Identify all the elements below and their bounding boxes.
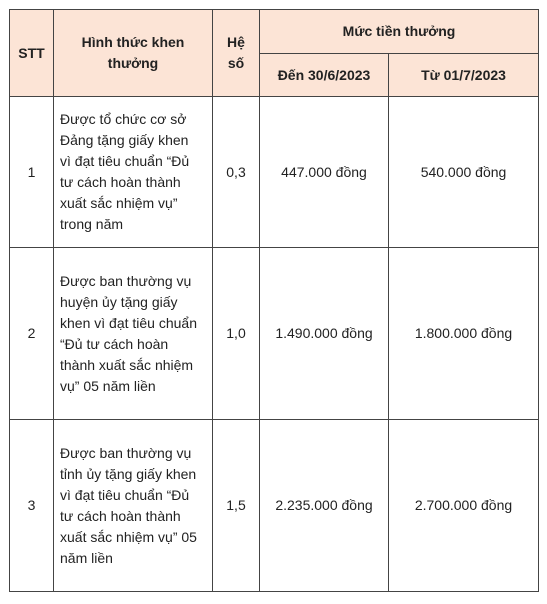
- header-tu-01-7-2023: Từ 01/7/2023: [389, 54, 539, 97]
- cell-hinh-thuc-text: Được ban thường vụ huyện ủy tặng giấy khen vì đạt tiêu chuẩn “Đủ tư cách hoàn thành xuất sắc nhiệm vụ” 05 năm liền: [60, 272, 197, 394]
- cell-den: 447.000 đồng: [260, 97, 389, 248]
- reward-table-container: [9, 9, 539, 592]
- header-muc-tien-thuong: Mức tiền thưởng: [260, 10, 539, 54]
- table-row: [10, 248, 539, 420]
- header-hinh-thuc: Hình thức khen thưởng: [54, 10, 213, 97]
- cell-stt: 1: [10, 97, 54, 248]
- header-stt: STT: [10, 10, 54, 97]
- cell-he-so: 1,0: [213, 248, 260, 420]
- cell-he-so: 1,5: [213, 420, 260, 592]
- cell-hinh-thuc: [54, 420, 213, 592]
- cell-tu: 1.800.000 đồng: [389, 248, 539, 420]
- cell-stt: 3: [10, 420, 54, 592]
- table-row: [10, 97, 539, 248]
- cell-den: 1.490.000 đồng: [260, 248, 389, 420]
- reward-table: [9, 9, 539, 592]
- header-den-30-6-2023: Đến 30/6/2023: [260, 54, 389, 97]
- cell-tu: 2.700.000 đồng: [389, 420, 539, 592]
- cell-hinh-thuc-text: Được ban thường vụ tỉnh ủy tặng giấy khen vì đạt tiêu chuẩn “Đủ tư cách hoàn thành xuất sắc nhiệm vụ” 05 năm liền: [60, 444, 197, 566]
- cell-den: 2.235.000 đồng: [260, 420, 389, 592]
- cell-he-so: 0,3: [213, 97, 260, 248]
- cell-hinh-thuc-text: Được tổ chức cơ sở Đảng tặng giấy khen vì đạt tiêu chuẩn “Đủ tư cách hoàn thành xuất sắc nhiệm vụ” trong năm: [60, 111, 190, 232]
- table-row: [10, 420, 539, 592]
- cell-hinh-thuc: [54, 97, 213, 248]
- cell-hinh-thuc: [54, 248, 213, 420]
- cell-tu: 540.000 đồng: [389, 97, 539, 248]
- header-he-so: Hệ số: [213, 10, 260, 97]
- cell-stt: 2: [10, 248, 54, 420]
